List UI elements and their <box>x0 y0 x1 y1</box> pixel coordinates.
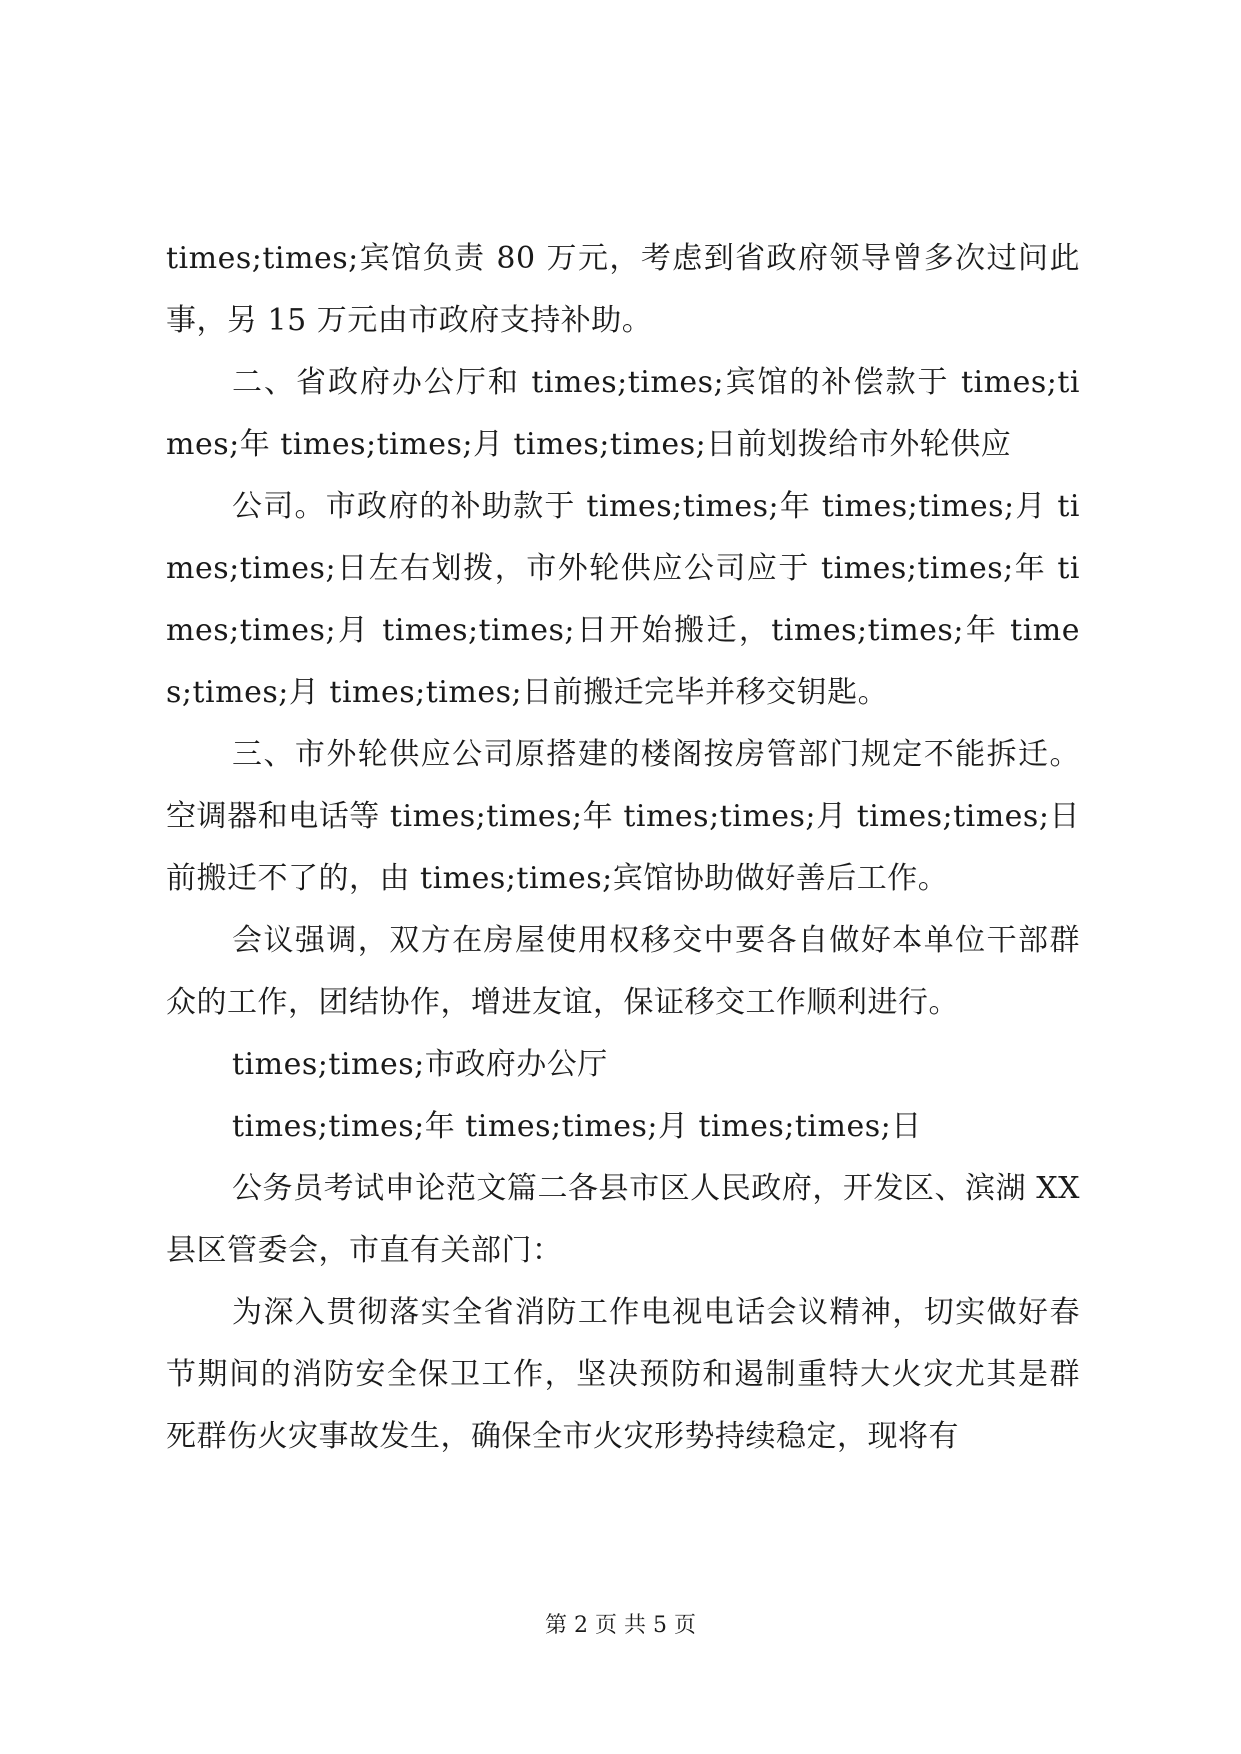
page-number-footer: 第 2 页 共 5 页 <box>545 1613 696 1638</box>
paragraph-4: 三、市外轮供应公司原搭建的楼阁按房管部门规定不能拆迁。空调器和电话等 times;times;年 times;times;月 times;times;日前搬迁不了的，由 times;times;宾馆协助做好善后工作。 <box>166 737 1080 896</box>
document-body <box>166 228 1080 1468</box>
paragraph-7: times;times;年 times;times;月 times;times;日 <box>232 1109 922 1144</box>
paragraph-3: 公司。市政府的补助款于 times;times;年 times;times;月 times;times;日左右划拨，市外轮供应公司应于 times;times;年 times;times;月 times;times;日开始搬迁，times;times;年 times;times;月 times;times;日前搬迁完毕并移交钥匙。 <box>166 489 1080 710</box>
paragraph-8: 公务员考试申论范文篇二各县市区人民政府，开发区、滨湖 XX 县区管委会，市直有关部门： <box>166 1171 1080 1268</box>
paragraph-2: 二、省政府办公厅和 times;times;宾馆的补偿款于 times;times;年 times;times;月 times;times;日前划拨给市外轮供应 <box>166 365 1080 462</box>
paragraph-9: 为深入贯彻落实全省消防工作电视电话会议精神，切实做好春节期间的消防安全保卫工作，坚决预防和遏制重特大火灾尤其是群死群伤火灾事故发生，确保全市火灾形势持续稳定，现将有 <box>166 1295 1080 1454</box>
paragraph-5: 会议强调，双方在房屋使用权移交中要各自做好本单位干部群众的工作，团结协作，增进友谊，保证移交工作顺利进行。 <box>166 923 1080 1020</box>
paragraph-6: times;times;市政府办公厅 <box>232 1047 608 1082</box>
paragraph-1: times;times;宾馆负责 80 万元，考虑到省政府领导曾多次过问此事，另 15 万元由市政府支持补助。 <box>166 241 1080 338</box>
